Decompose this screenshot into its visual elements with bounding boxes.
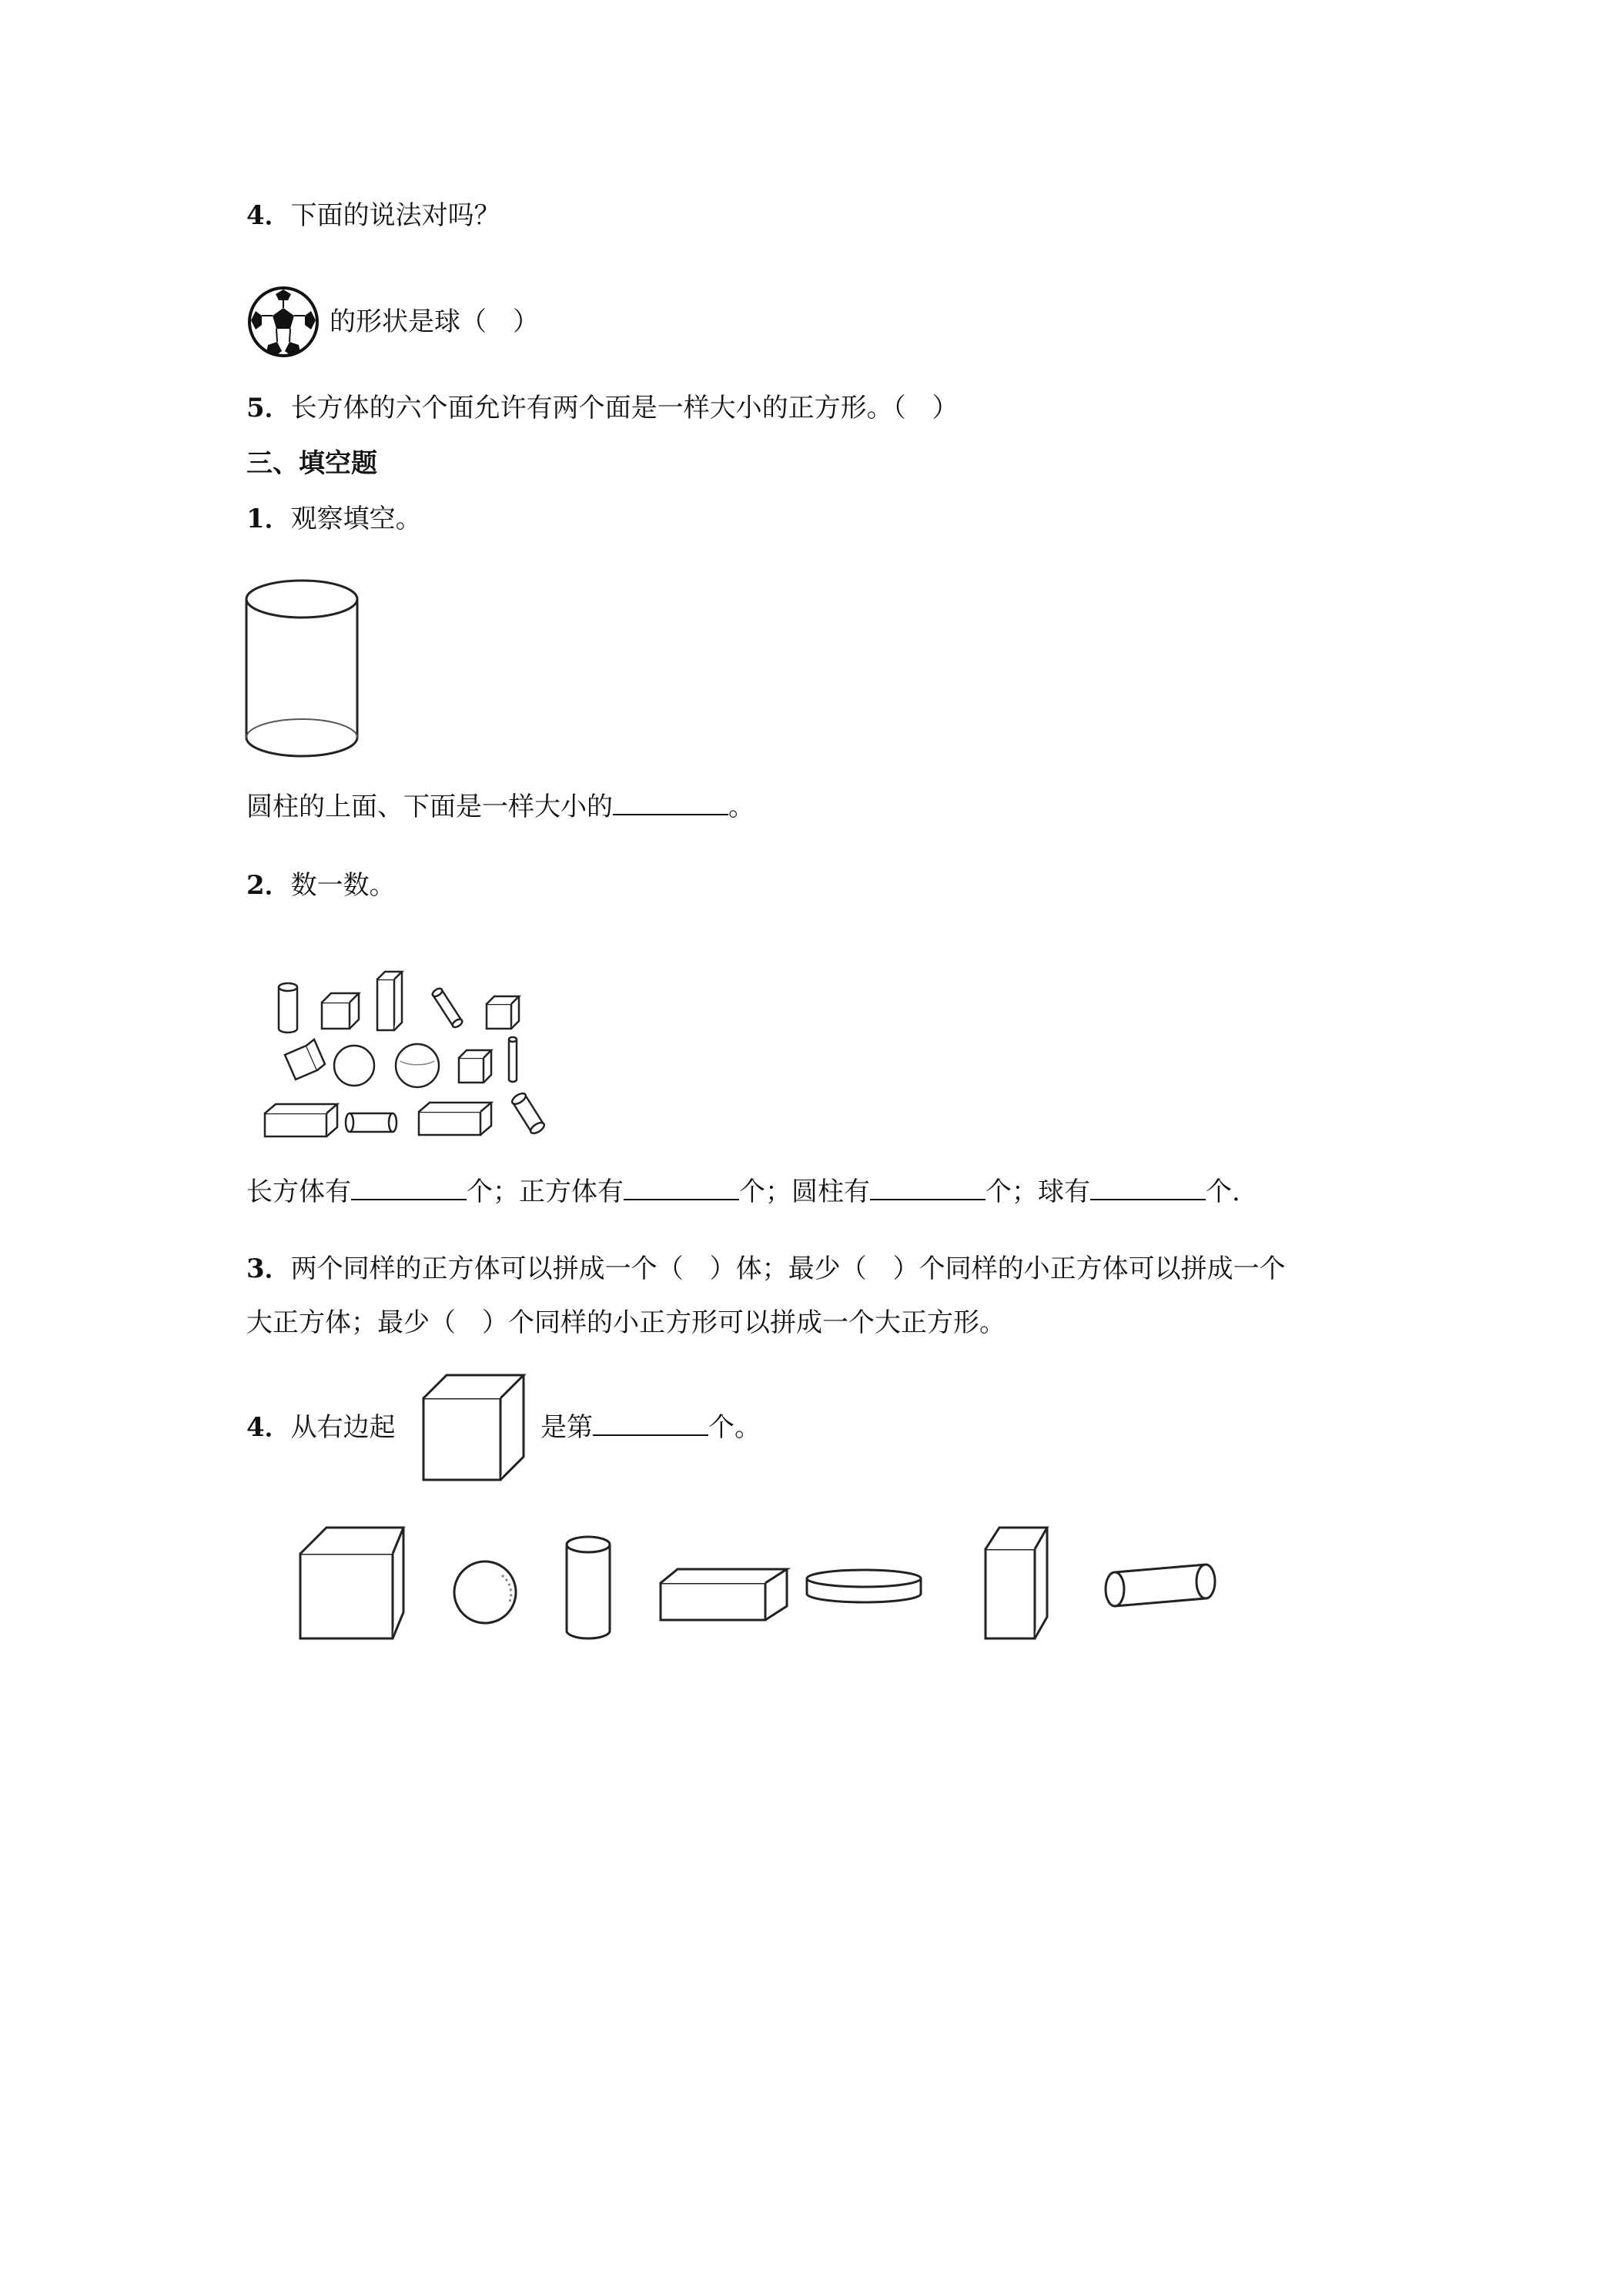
fill-q1-line — [246, 502, 422, 536]
question-number: 1． — [246, 504, 291, 534]
sphere-count-blank[interactable] — [1090, 1176, 1206, 1200]
answer-text: 。 — [728, 792, 755, 822]
question-text: 下面的说法对吗？ — [290, 200, 500, 231]
judge-q5-line — [246, 391, 959, 425]
answer-text: 个；正方体有 — [467, 1176, 624, 1207]
judge-q4-item: 的形状是球（ ） — [330, 306, 539, 337]
fill-q4-answer — [540, 1411, 761, 1444]
question-text: 从右边起 — [290, 1412, 396, 1443]
cylinder-count-blank[interactable] — [870, 1176, 986, 1200]
answer-text: 个。 — [708, 1412, 761, 1443]
sphere-icon — [454, 1561, 516, 1623]
question-text: 长方体的六个面允许有两个面是一样大小的正方形。（ ） — [290, 393, 959, 423]
answer-text: 长方体有 — [246, 1176, 351, 1207]
small-cube-icon — [459, 1050, 491, 1083]
question-text: 两个同样的正方体可以拼成一个（ ）体；最少（ ）个同样的小正方体可以拼成一个 — [290, 1253, 1286, 1284]
flat-cuboid-icon — [419, 1103, 491, 1135]
answer-text: 个；圆柱有 — [739, 1176, 870, 1207]
flat-cuboid-icon — [265, 1104, 337, 1136]
sphere-icon — [334, 1046, 374, 1086]
judge-q4-line — [246, 199, 500, 233]
shapes-cluster-figure — [254, 962, 577, 1147]
cube-count-blank[interactable] — [624, 1176, 739, 1200]
cuboid-count-blank[interactable] — [351, 1176, 467, 1200]
fill-q2-line — [246, 869, 396, 902]
fill-q3-line1 — [246, 1252, 1286, 1286]
answer-text: 圆柱的上面、下面是一样大小的 — [246, 792, 613, 822]
answer-text: 个；球有 — [986, 1176, 1090, 1207]
question-number: 4． — [246, 200, 291, 231]
question-number: 4． — [246, 1412, 291, 1443]
lying-cylinder-icon — [346, 1113, 397, 1132]
disc-cylinder-icon — [807, 1570, 921, 1602]
small-cube-icon — [487, 996, 519, 1029]
shapes-row-figure — [293, 1521, 1240, 1645]
cylinder-figure — [242, 576, 362, 761]
fill-q2-answer — [246, 1175, 1240, 1209]
section-title: 三、填空题 — [246, 448, 377, 479]
answer-text: 是第 — [540, 1412, 593, 1443]
question-number: 3． — [246, 1253, 291, 1284]
tall-cuboid-icon — [986, 1528, 1047, 1638]
flat-cuboid-icon — [661, 1569, 787, 1620]
fill-q1-answer — [246, 790, 755, 824]
fill-q4-pre — [246, 1411, 396, 1444]
lying-cylinder-icon — [1106, 1565, 1215, 1606]
question-text: 观察填空。 — [290, 504, 422, 534]
soccer-ball-icon — [246, 285, 320, 359]
answer-text: 个. — [1206, 1176, 1240, 1207]
thin-cylinder-icon — [509, 1037, 517, 1082]
fill-q3-line2: 大正方体；最少（ ）个同样的小正方形可以拼成一个大正方形。 — [246, 1307, 1006, 1338]
tilted-cube-icon — [285, 1039, 325, 1079]
position-blank[interactable] — [593, 1411, 708, 1436]
tilted-cylinder-icon — [510, 1091, 546, 1135]
question-text: 数一数。 — [290, 870, 396, 901]
cylinder-icon — [567, 1537, 610, 1638]
cube-reference-icon — [420, 1372, 528, 1483]
small-cube-icon — [322, 993, 359, 1029]
question-number: 2． — [246, 870, 291, 901]
question-number: 5． — [246, 393, 291, 423]
tall-cuboid-icon — [377, 972, 402, 1030]
small-cylinder-icon — [279, 983, 297, 1033]
cube-icon — [300, 1528, 403, 1638]
sphere-icon — [396, 1044, 439, 1087]
tilted-cylinder-icon — [431, 987, 463, 1029]
answer-blank[interactable] — [613, 791, 728, 815]
